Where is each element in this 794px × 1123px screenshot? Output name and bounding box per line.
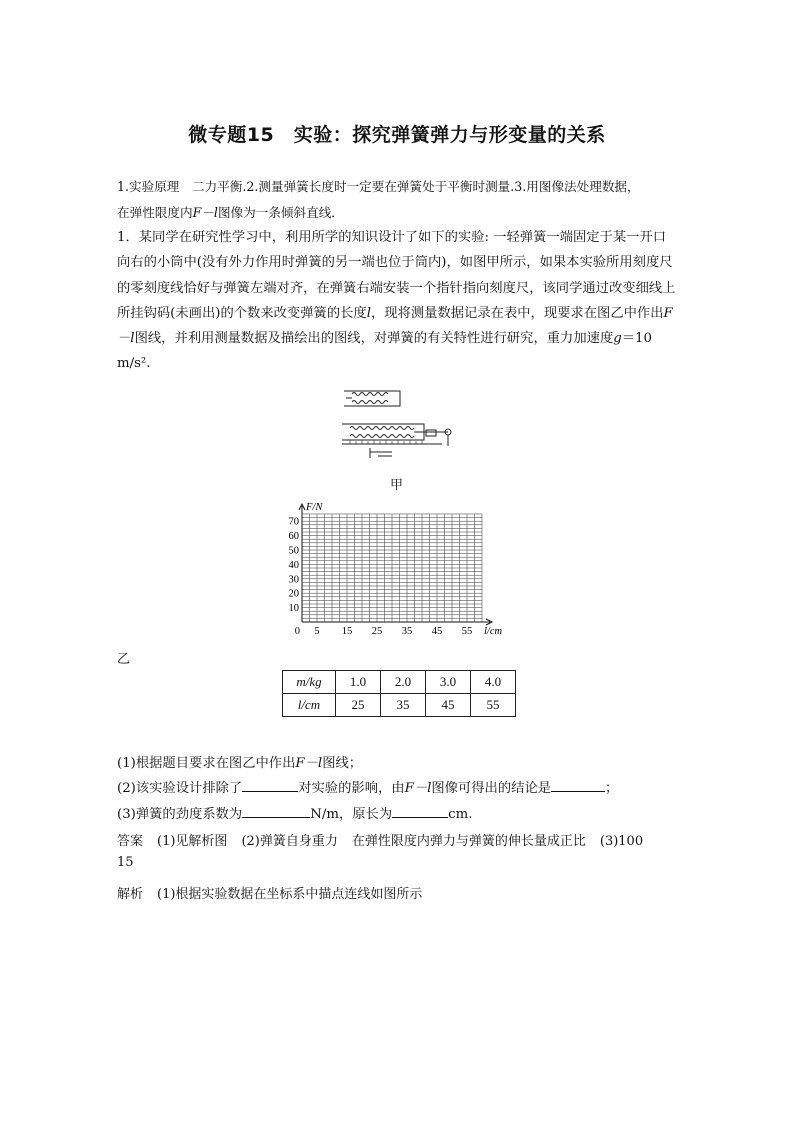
answer-blank[interactable] — [242, 779, 298, 792]
answer-blank[interactable] — [551, 779, 605, 792]
answer-part-2: (2)弹簧自身重力 — [241, 834, 338, 849]
problem-text-a: 1．某同学在研究性学习中，利用所学的知识设计了如下的实验: 一轻弹簧一端固定于某一开口向右的小筒中(没有外力作用时弹簧的另一端也位于筒内)，如图甲所示，如果本实验所用刻度尺的零刻度线恰好与弹簧左端对齐，在弹簧右端安装一个指针指向刻度尺，该同学通过改变细线上所挂钩码(未画出)的个数来改变弹簧的长度 — [117, 230, 676, 321]
answer-line — [117, 830, 643, 849]
table-header-length — [283, 694, 336, 717]
question-3-text-b: N/m，原长为 — [310, 807, 393, 822]
table-cell: 2.0 — [381, 671, 426, 694]
small-tube — [344, 391, 400, 406]
intro-line-2-expr: F－l — [192, 205, 218, 220]
question-2 — [117, 777, 618, 796]
answer-blank[interactable] — [242, 805, 310, 818]
long-tube — [342, 424, 451, 458]
intro-line-2-post: 图像为一条倾斜直线． — [217, 205, 344, 220]
origin-label: 0 — [294, 626, 300, 637]
y-tick-label: 50 — [288, 545, 299, 557]
x-tick-label: 45 — [431, 626, 443, 637]
question-1-text-end: 图线； — [322, 756, 363, 771]
table-cell: 45 — [426, 694, 471, 717]
x-tick-label: 5 — [314, 626, 320, 637]
y-tick-label: 60 — [288, 531, 299, 543]
table-cell: 1.0 — [336, 671, 381, 694]
problem-text-d: ＝10 m/s². — [117, 331, 652, 372]
table-cell: 3.0 — [426, 671, 471, 694]
question-3-text-a: (3)弹簧的劲度系数为 — [117, 807, 243, 822]
grid-lines — [302, 514, 482, 622]
question-2-text-b: 对实验的影响，由 — [298, 781, 405, 796]
question-2-text-d: ； — [605, 781, 619, 796]
answer-part-1: (1)见解析图 — [157, 834, 228, 849]
intro-line-1: 1.实验原理 二力平衡.2.测量弹簧长度时一定要在弹簧处于平衡时测量.3.用图像法处理数据， — [117, 179, 640, 194]
figure-yi-caption: 乙 — [117, 652, 131, 667]
table-cell: 25 — [336, 694, 381, 717]
analysis-line — [117, 883, 422, 902]
problem-text-b: ，现将测量数据记录在表中，现要求在图乙中作出 — [370, 305, 664, 321]
table-cell: 35 — [381, 694, 426, 717]
y-tick-label: 10 — [288, 603, 299, 615]
tick-labels — [289, 502, 503, 637]
question-1 — [117, 752, 362, 771]
x-axis-label: l/cm — [484, 626, 503, 637]
question-3-text-c: cm. — [448, 807, 473, 822]
answer-part-2b: 在弹性限度内弹力与弹簧的伸长量成正比 — [351, 834, 586, 849]
problem-var-l: l — [366, 305, 371, 321]
y-tick-label: 40 — [288, 559, 299, 571]
ruler-ticks — [350, 440, 422, 444]
f-l-graph — [280, 498, 530, 640]
x-tick-label: 55 — [461, 626, 473, 637]
question-1-expr: F－l — [295, 756, 323, 771]
table-cell: 4.0 — [471, 671, 516, 694]
answer-part-3: (3)100 — [599, 834, 644, 849]
table-header-mass-text: m/kg — [296, 674, 322, 689]
x-tick-label: 25 — [371, 626, 383, 637]
y-axis-label: F/N — [306, 502, 323, 513]
question-1-text: (1)根据题目要求在图乙中作出 — [117, 756, 296, 771]
analysis-text: (1)根据实验数据在坐标系中描点连线如图所示 — [157, 887, 423, 902]
table-cell: 55 — [471, 694, 516, 717]
question-2-expr: F－l — [404, 781, 432, 796]
question-2-text-c: 图像可得出的结论是 — [431, 781, 552, 796]
x-tick-label: 35 — [401, 626, 413, 637]
y-tick-label: 20 — [288, 588, 299, 600]
table-row — [283, 671, 516, 694]
problem-text-c: 图线，并利用测量数据及描绘出的图线，对弹簧的有关特性进行研究，重力加速度 — [134, 331, 614, 347]
question-3 — [117, 803, 472, 822]
table-header-length-text: l/cm — [297, 697, 321, 712]
problem-paragraph — [117, 225, 677, 377]
figure-jia-caption: 甲 — [390, 478, 404, 493]
problem-expr: F－l — [117, 305, 673, 347]
intro-line-2-pre: 在弹性限度内 — [117, 205, 193, 220]
table-header-mass — [283, 671, 336, 694]
x-tick-label: 15 — [341, 626, 353, 637]
spring-apparatus-figure — [330, 386, 460, 466]
answer-blank[interactable] — [392, 805, 448, 818]
y-tick-label: 70 — [288, 516, 299, 528]
analysis-label: 解析 — [117, 887, 144, 902]
problem-var-g: g — [613, 331, 622, 347]
page-title: 微专题15 实验：探究弹簧弹力与形变量的关系 — [188, 124, 606, 146]
answer-line-2: 15 — [117, 855, 134, 870]
answer-label: 答案 — [117, 834, 144, 849]
table-row — [283, 694, 516, 717]
data-table — [282, 670, 516, 717]
question-2-text-a: (2)该实验设计排除了 — [117, 781, 243, 796]
y-tick-label: 30 — [288, 574, 299, 586]
intro-line-2 — [117, 202, 344, 221]
